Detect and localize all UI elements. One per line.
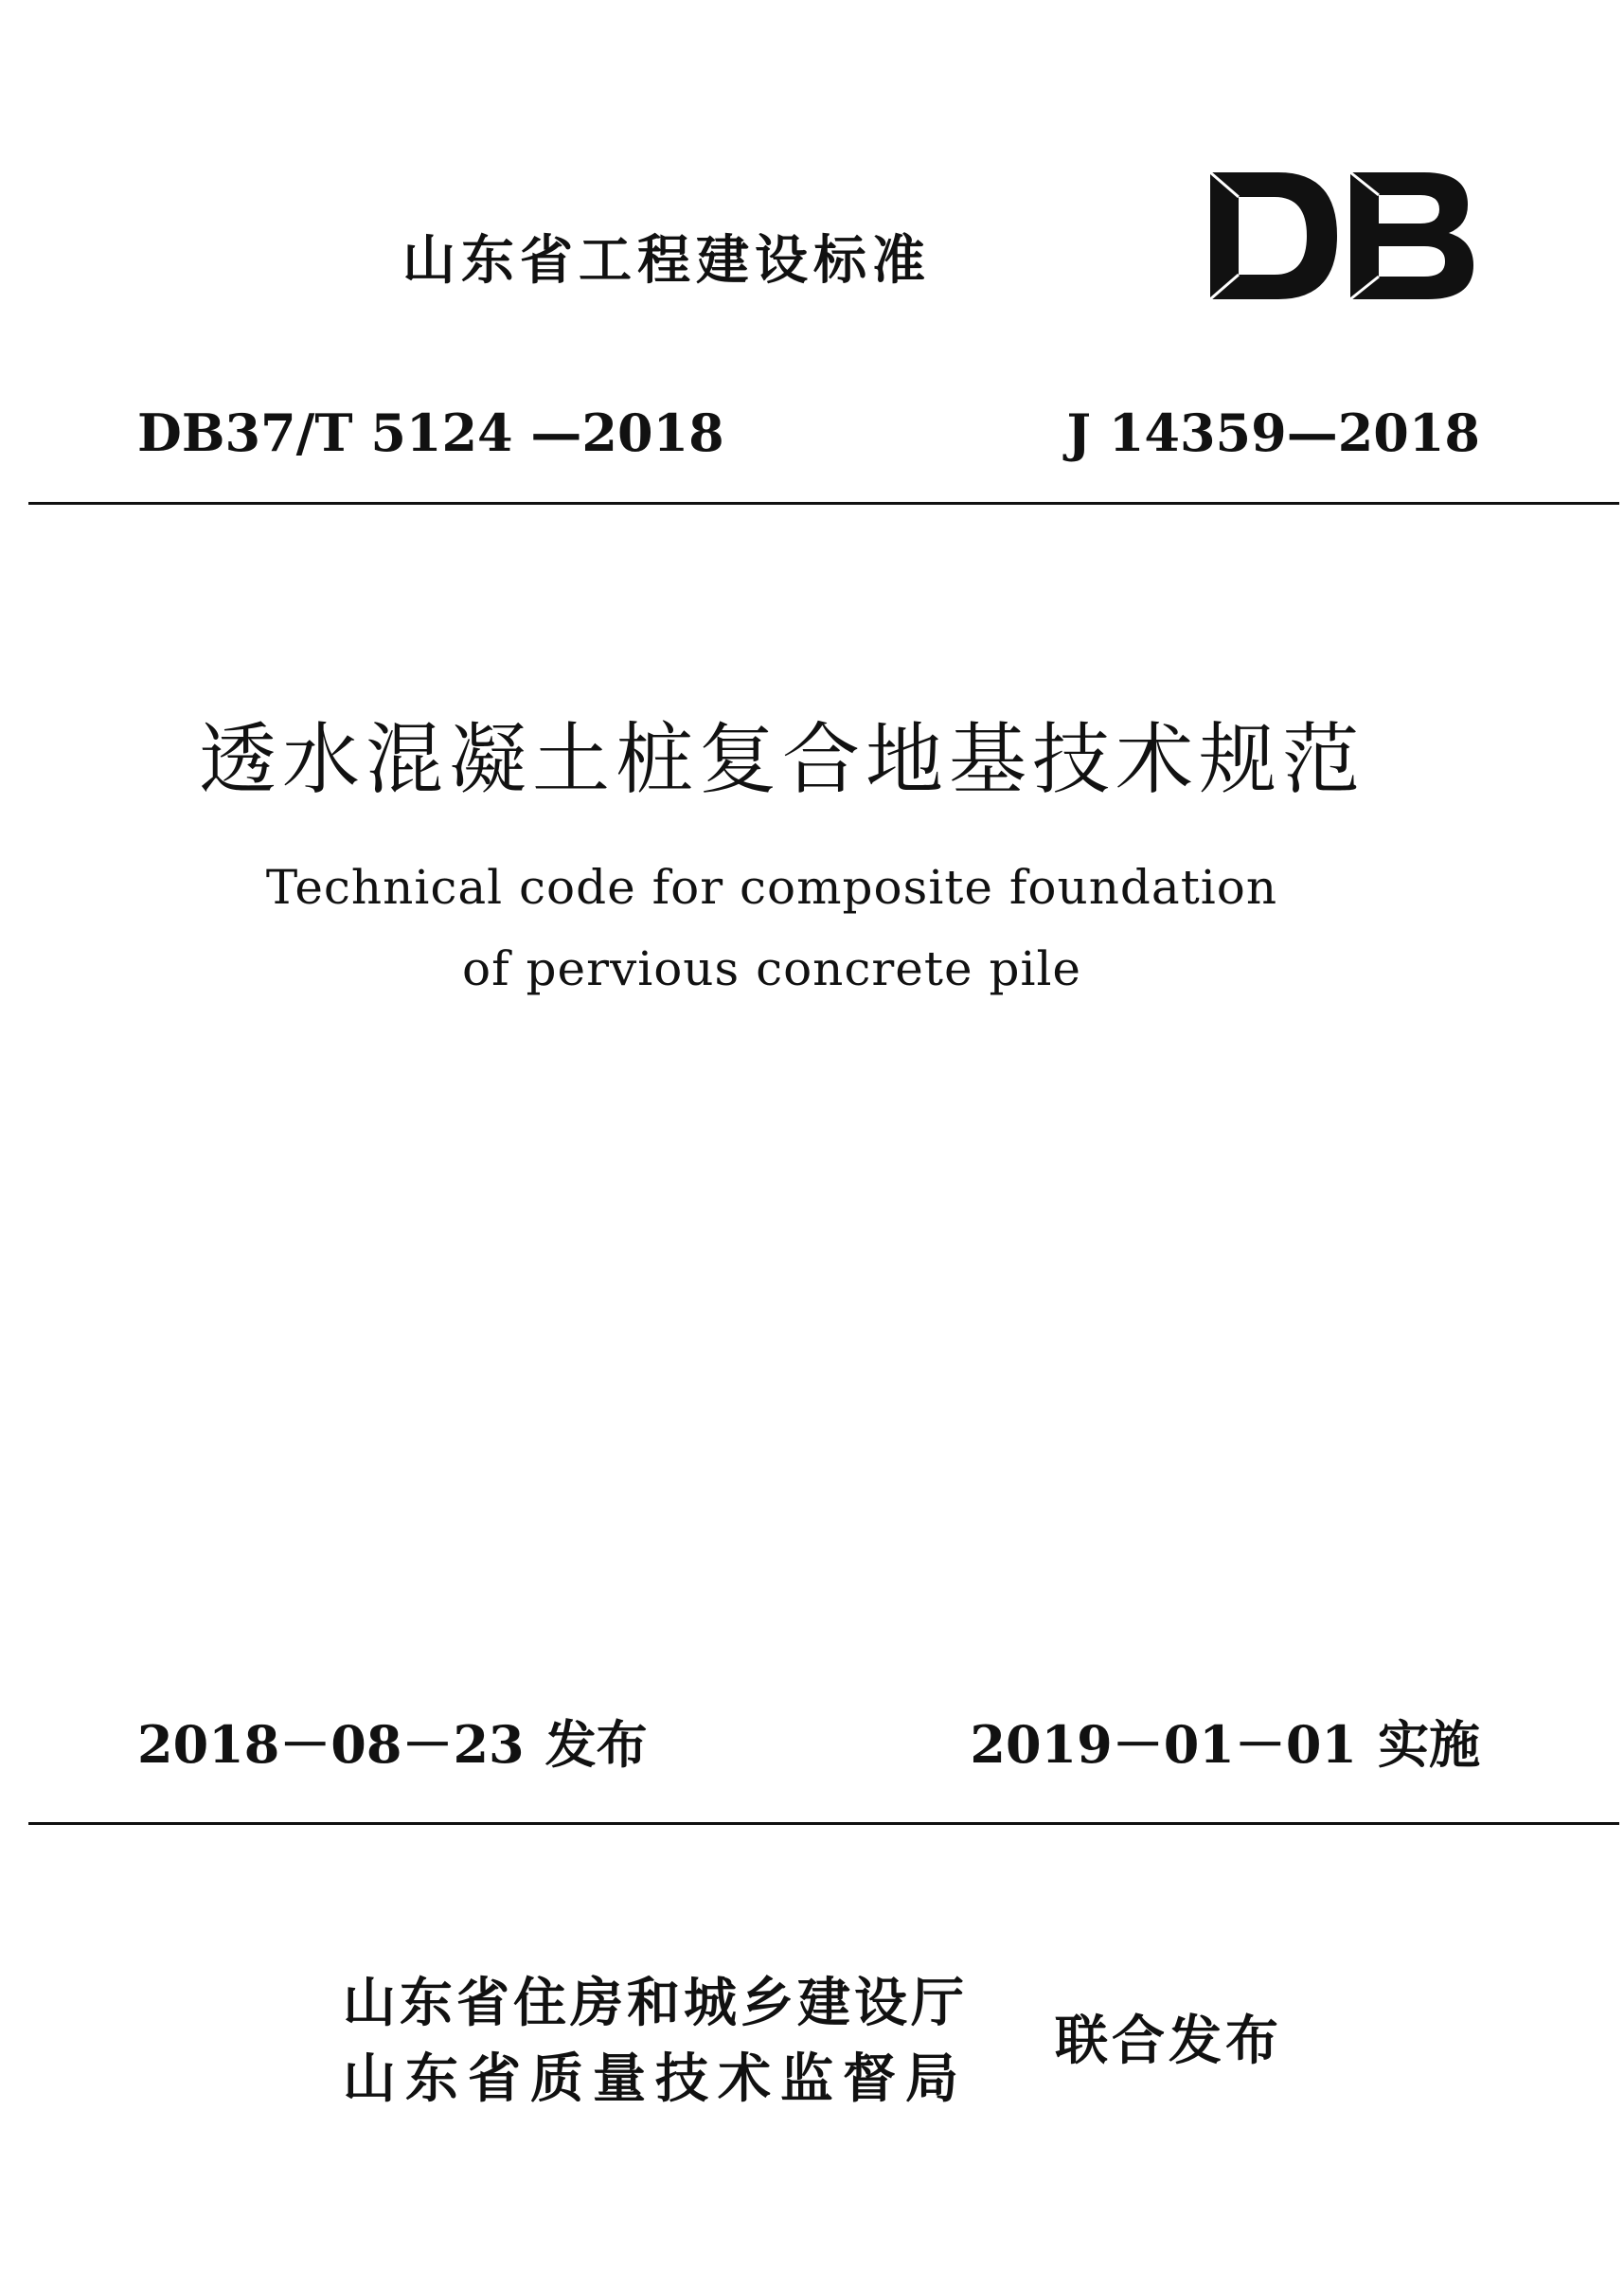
english-title-line-1: Technical code for composite foundation — [265, 860, 1278, 915]
joint-publish-label: 联合发布 — [1055, 2011, 1282, 2072]
issuer-housing-department: 山东省住房和城乡建设厅 — [343, 1973, 968, 2034]
db-logo — [1205, 167, 1479, 305]
issue-date-block — [137, 1714, 648, 1775]
issue-label: 发布 — [544, 1715, 648, 1775]
bottom-divider — [28, 1822, 1619, 1825]
issue-date: 2018－08－23 — [137, 1714, 525, 1775]
chinese-title: 透水混凝土桩复合地基技术规范 — [199, 715, 1366, 805]
issuer-quality-bureau: 山东省质量技术监督局 — [343, 2048, 968, 2110]
english-title-line-2: of pervious concrete pile — [461, 941, 1082, 996]
j-standard-number: J 14359—2018 — [1066, 402, 1480, 463]
effective-date-block — [970, 1714, 1480, 1775]
effective-date: 2019－01－01 — [970, 1714, 1357, 1775]
db-standard-number: DB37/T 5124 —2018 — [137, 402, 724, 463]
top-divider — [28, 502, 1619, 505]
series-title: 山东省工程建设标准 — [402, 230, 931, 292]
effective-label: 实施 — [1378, 1715, 1480, 1775]
